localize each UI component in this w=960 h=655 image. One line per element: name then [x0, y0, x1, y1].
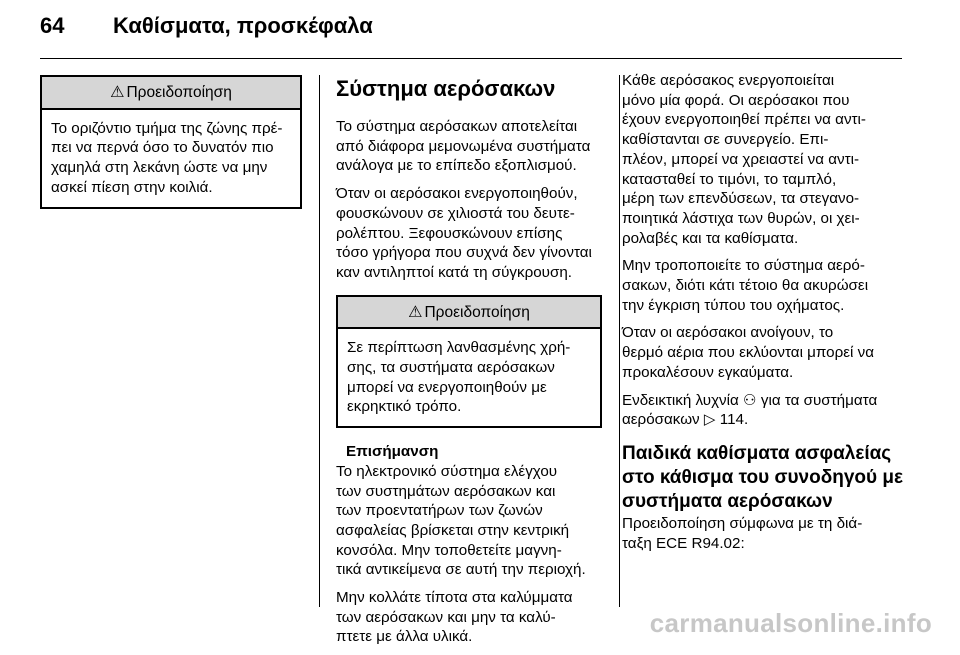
- text-line: τόσο γρήγορα που συχνά δεν γίνονται: [336, 244, 592, 262]
- text-line: ασκεί πίεση στην κοιλιά.: [51, 178, 213, 196]
- text-line: ρολέπτου. Ξεφουσκώνουν επίσης: [336, 224, 563, 242]
- text-line: Όταν οι αερόσακοι ανοίγουν, το: [622, 324, 834, 342]
- paragraph: [622, 514, 904, 553]
- text-line: εκρηκτικό τρόπο.: [347, 398, 462, 416]
- text-line: χαμηλά στη λεκάνη ώστε να μην: [51, 159, 268, 177]
- text-line: καθίστανται σε συνεργείο. Επι-: [622, 131, 829, 149]
- section-title: Καθίσματα, προσκέφαλα: [113, 13, 373, 38]
- text-line: Το σύστημα αερόσακων αποτελείται: [336, 118, 578, 135]
- warning-title: Προειδοποίηση: [126, 84, 232, 101]
- text-line: ταξη ECE R94.02:: [622, 534, 745, 552]
- text-segment: για τα συστήματα: [756, 391, 878, 409]
- text-line: κονσόλα. Μην τοποθετείτε μαγνη-: [336, 541, 562, 559]
- warning-box: [336, 295, 602, 429]
- text-line: την έγκριση τύπου του οχήματος.: [622, 296, 845, 314]
- paragraph: [336, 184, 602, 283]
- text-line: μέρη των επενδύσεων, τα στεγανο-: [622, 190, 860, 208]
- page-header: [40, 13, 920, 53]
- column-2: [336, 75, 602, 655]
- paragraph: [622, 323, 904, 382]
- text-line: καν αντιληπτοί κατά τη σύγκρουση.: [336, 263, 573, 281]
- note-paragraph: [336, 462, 602, 580]
- page-number: 64: [40, 13, 65, 38]
- text-line: Όταν οι αερόσακοι ενεργοποιηθούν,: [336, 185, 578, 203]
- warning-triangle-icon: ⚠: [408, 303, 423, 321]
- child-seat-heading: [622, 442, 904, 514]
- warning-text: [42, 110, 300, 207]
- warning-title: Προειδοποίηση: [424, 303, 530, 321]
- text-line: ασφαλείας βρίσκεται στην κεντρική: [336, 521, 570, 539]
- text-line: μόνο μία φορά. Οι αερόσακοι που: [622, 91, 850, 109]
- note-paragraph: [336, 588, 602, 647]
- text-line: Σε περίπτωση λανθασμένης χρή-: [347, 339, 571, 357]
- text-line: Προειδοποίηση σύμφωνα με τη διά-: [622, 514, 863, 532]
- page-reference-link[interactable]: 114.: [715, 411, 749, 429]
- page-reference-icon[interactable]: ▷: [703, 411, 716, 429]
- warning-triangle-icon: ⚠: [110, 84, 125, 101]
- text-line: μπορεί να ενεργοποιηθούν με: [347, 378, 547, 396]
- text-line: σακων, διότι κάτι τέτοιο θα ακυρώσει: [622, 277, 869, 295]
- text-line: έχουν ενεργοποιηθεί πρέπει να αντι-: [622, 111, 866, 129]
- heading-line: συστήματα αερόσακων: [622, 490, 833, 512]
- text-line: πει να περνά όσο το δυνατόν πιο: [51, 139, 274, 157]
- text-line: των προεντατήρων των ζωνών: [336, 502, 543, 520]
- airbag-indicator-icon: ⚇: [743, 391, 757, 409]
- column-3: [622, 72, 904, 561]
- text-line: ρολαβές και τα καθίσματα.: [622, 229, 799, 247]
- text-line: των αερόσακων και μην τα καλύ-: [336, 608, 556, 626]
- text-line: θερμό αέρια που εκλύονται μπορεί να: [622, 344, 875, 362]
- warning-text: [338, 329, 600, 426]
- note-title: Επισήμανση: [346, 443, 439, 461]
- text-segment: Ενδεικτική λυχνία: [622, 391, 744, 409]
- paragraph: [336, 117, 602, 176]
- text-line: πλέον, μπορεί να χρειαστεί να αντι-: [622, 150, 860, 168]
- text-line: φουσκώνουν σε χιλιοστά του δευτε-: [336, 204, 575, 222]
- text-line: από διάφορα μεμονωμένα συστήματα: [336, 137, 591, 155]
- airbag-system-heading: Σύστημα αερόσακων: [336, 76, 556, 101]
- text-line: προκαλέσουν εγκαύματα.: [622, 363, 794, 381]
- text-line: Μην κολλάτε τίποτα στα καλύμματα: [336, 589, 573, 607]
- text-segment: αερόσακων: [622, 411, 704, 429]
- text-line: ανάλογα με το επίπεδο εξοπλισμού.: [336, 157, 577, 175]
- text-line: τικά αντικείμενα σε αυτή την περιοχή.: [336, 561, 586, 579]
- paragraph: [622, 71, 904, 248]
- heading-line: στο κάθισμα του συνοδηγού με: [622, 466, 904, 488]
- text-line: κατασταθεί το τιμόνι, το ταμπλό,: [622, 170, 837, 188]
- warning-header: [42, 77, 300, 110]
- text-line: ποιητικά λάστιχα των θυρών, οι χει-: [622, 209, 860, 227]
- column-divider-2: [619, 75, 620, 607]
- warning-box: [40, 75, 302, 209]
- watermark: carmanualsonline.info: [649, 608, 932, 638]
- text-line: των συστημάτων αερόσακων και: [336, 482, 556, 500]
- text-line: πτετε με άλλα υλικά.: [336, 628, 473, 646]
- warning-header: [338, 297, 600, 330]
- header-divider: [40, 58, 902, 59]
- text-line: Το οριζόντιο τμήμα της ζώνης πρέ-: [51, 119, 283, 137]
- text-line: σης, τα συστήματα αερόσακων: [347, 359, 555, 377]
- text-line: Μην τροποποιείτε το σύστημα αερό-: [622, 257, 865, 275]
- heading-line: Παιδικά καθίσματα ασφαλείας: [622, 442, 892, 464]
- column-1: [40, 75, 302, 209]
- paragraph: [622, 256, 904, 315]
- column-divider-1: [319, 75, 320, 607]
- text-line: Το ηλεκτρονικό σύστημα ελέγχου: [336, 462, 558, 480]
- indicator-paragraph: [622, 391, 904, 430]
- text-line: Κάθε αερόσακος ενεργοποιείται: [622, 72, 835, 89]
